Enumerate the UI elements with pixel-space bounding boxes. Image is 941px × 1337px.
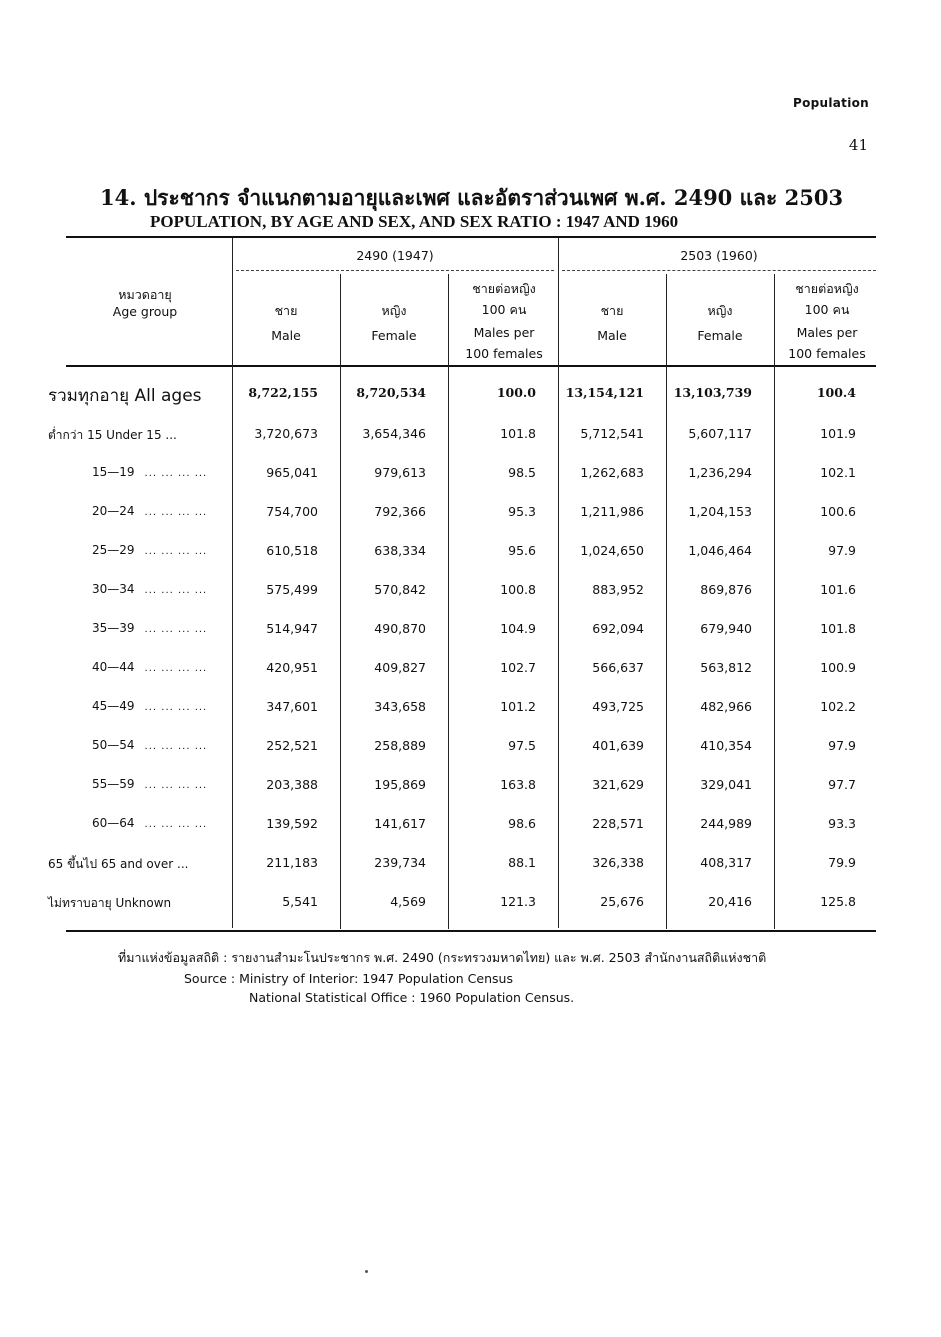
source-thai: ที่มาแห่งข้อมูลสถิติ : รายงานสำมะโนประชากร พ.ศ. 2490 (กระทรวงมหาดไทย) และ พ.ศ. 2503 สำนักงานสถิติแห่งชาติ (118, 950, 767, 965)
ratio-header-1: ชายต่อหญิง 100 คน Males per 100 females (465, 281, 543, 361)
cell-m2: 493,725 (592, 699, 644, 714)
ratio-header-2: ชายต่อหญิง 100 คน Males per 100 females (788, 281, 866, 361)
row-label: 35—39 ... ... ... ... (92, 621, 208, 635)
cell-f2: 1,046,464 (688, 543, 752, 558)
cell-r2: 100.6 (820, 504, 856, 519)
cell-m2: 228,571 (592, 816, 644, 831)
table-title-english: POPULATION, BY AGE AND SEX, AND SEX RATIO : 1947 AND 1960 (150, 212, 679, 231)
cell-m1: 139,592 (266, 816, 318, 831)
cell-m2: 5,712,541 (580, 426, 644, 441)
cell-r1: 95.3 (508, 504, 536, 519)
cell-m2: 321,629 (592, 777, 644, 792)
male-header-1: ชาย Male (271, 303, 301, 343)
row-label: 65 ขึ้นไป 65 and over ... (48, 857, 189, 871)
cell-r1: 104.9 (500, 621, 536, 636)
cell-m1: 420,951 (266, 660, 318, 675)
cell-m2: 1,211,986 (580, 504, 644, 519)
running-head: Population (792, 96, 869, 110)
cell-f1: 979,613 (374, 465, 426, 480)
age-group-th: หมวดอายุ (118, 287, 172, 302)
row-label: 50—54 ... ... ... ... (92, 738, 208, 752)
row-label: 40—44 ... ... ... ... (92, 660, 208, 674)
cell-r2: 101.6 (820, 582, 856, 597)
cell-r1: 102.7 (500, 660, 536, 675)
female-header-1: หญิง Female (371, 303, 417, 343)
cell-f1: 258,889 (374, 738, 426, 753)
row-label: 45—49 ... ... ... ... (92, 699, 208, 713)
cell-m1: 610,518 (266, 543, 318, 558)
row-label: 55—59 ... ... ... ... (92, 777, 208, 791)
cell-r2: 101.8 (820, 621, 856, 636)
cell-f2: 679,940 (700, 621, 752, 636)
cell-f2: 563,812 (700, 660, 752, 675)
cell-f1: 239,734 (374, 855, 426, 870)
cell-f2: 1,204,153 (688, 504, 752, 519)
row-label: 60—64 ... ... ... ... (92, 816, 208, 830)
year1-underline (236, 270, 554, 271)
cell-r1: 95.6 (508, 543, 536, 558)
row-label: รวมทุกอายุ All ages (48, 386, 202, 406)
row-label: 30—34 ... ... ... ... (92, 582, 208, 596)
cell-m2: 401,639 (592, 738, 644, 753)
cell-f1: 3,654,346 (362, 426, 426, 441)
cell-r2: 125.8 (820, 894, 856, 909)
cell-r2: 97.9 (828, 543, 856, 558)
cell-f1: 4,569 (390, 894, 426, 909)
cell-f2: 20,416 (708, 894, 752, 909)
cell-m1: 965,041 (266, 465, 318, 480)
cell-f2: 408,317 (700, 855, 752, 870)
cell-f1: 141,617 (374, 816, 426, 831)
cell-m1: 203,388 (266, 777, 318, 792)
year2-header: 2503 (1960) (680, 248, 758, 263)
female-header-2: หญิง Female (697, 303, 743, 343)
cell-m2: 883,952 (592, 582, 644, 597)
cell-f2: 1,236,294 (688, 465, 752, 480)
year1-header: 2490 (1947) (356, 248, 434, 263)
cell-m1: 754,700 (266, 504, 318, 519)
page-number: 41 (848, 136, 868, 154)
cell-r2: 79.9 (828, 855, 856, 870)
row-label: ไม่ทราบอายุ Unknown (48, 896, 172, 910)
cell-r2: 97.7 (828, 777, 856, 792)
row-label: 25—29 ... ... ... ... (92, 543, 208, 557)
cell-f1: 8,720,534 (356, 385, 426, 400)
cell-m2: 1,262,683 (580, 465, 644, 480)
cell-f1: 570,842 (374, 582, 426, 597)
cell-m1: 3,720,673 (254, 426, 318, 441)
cell-f1: 792,366 (374, 504, 426, 519)
cell-f1: 343,658 (374, 699, 426, 714)
table-bottom-rule (66, 930, 876, 932)
cell-r1: 101.8 (500, 426, 536, 441)
cell-r1: 100.8 (500, 582, 536, 597)
cell-f2: 5,607,117 (688, 426, 752, 441)
cell-f1: 638,334 (374, 543, 426, 558)
cell-f2: 410,354 (700, 738, 752, 753)
cell-f1: 409,827 (374, 660, 426, 675)
cell-r2: 102.1 (820, 465, 856, 480)
year2-underline (562, 270, 876, 271)
cell-m2: 566,637 (592, 660, 644, 675)
table-title-thai: 14. ประชากร จำแนกตามอายุและเพศ และอัตราส่วนเพศ พ.ศ. 2490 และ 2503 (100, 185, 844, 210)
source-english-1: Source : Ministry of Interior: 1947 Population Census (184, 971, 513, 986)
age-group-header (70, 284, 220, 322)
cell-r1: 101.2 (500, 699, 536, 714)
source-english-2: National Statistical Office : 1960 Population Census. (249, 990, 575, 1005)
cell-r2: 102.2 (820, 699, 856, 714)
cell-m1: 8,722,155 (248, 385, 318, 400)
cell-f2: 244,989 (700, 816, 752, 831)
cell-r1: 100.0 (496, 385, 536, 400)
age-group-en: Age group (112, 304, 178, 319)
cell-m1: 347,601 (266, 699, 318, 714)
cell-f2: 329,041 (700, 777, 752, 792)
cell-r2: 97.9 (828, 738, 856, 753)
cell-r2: 100.4 (816, 385, 856, 400)
cell-m2: 692,094 (592, 621, 644, 636)
cell-r1: 121.3 (500, 894, 536, 909)
cell-m2: 1,024,650 (580, 543, 644, 558)
cell-f2: 869,876 (700, 582, 752, 597)
cell-m1: 211,183 (266, 855, 318, 870)
cell-m1: 252,521 (266, 738, 318, 753)
cell-m2: 13,154,121 (565, 385, 644, 400)
row-label: ต่ำกว่า 15 Under 15 ... (48, 428, 177, 442)
header-bottom-rule (66, 365, 876, 367)
male-header-2: ชาย Male (597, 303, 627, 343)
cell-f2: 482,966 (700, 699, 752, 714)
cell-m1: 514,947 (266, 621, 318, 636)
row-label: 20—24 ... ... ... ... (92, 504, 208, 518)
cell-m2: 326,338 (592, 855, 644, 870)
table-top-rule (66, 236, 876, 238)
cell-r1: 97.5 (508, 738, 536, 753)
row-label: 15—19 ... ... ... ... (92, 465, 208, 479)
cell-m1: 5,541 (282, 894, 318, 909)
cell-r2: 101.9 (820, 426, 856, 441)
cell-r2: 93.3 (828, 816, 856, 831)
cell-r1: 88.1 (508, 855, 536, 870)
cell-r1: 98.6 (508, 816, 536, 831)
cell-m2: 25,676 (600, 894, 644, 909)
cell-f1: 490,870 (374, 621, 426, 636)
cell-r1: 98.5 (508, 465, 536, 480)
page-speck (365, 1270, 368, 1273)
cell-r2: 100.9 (820, 660, 856, 675)
cell-m1: 575,499 (266, 582, 318, 597)
cell-r1: 163.8 (500, 777, 536, 792)
cell-f2: 13,103,739 (673, 385, 752, 400)
cell-f1: 195,869 (374, 777, 426, 792)
